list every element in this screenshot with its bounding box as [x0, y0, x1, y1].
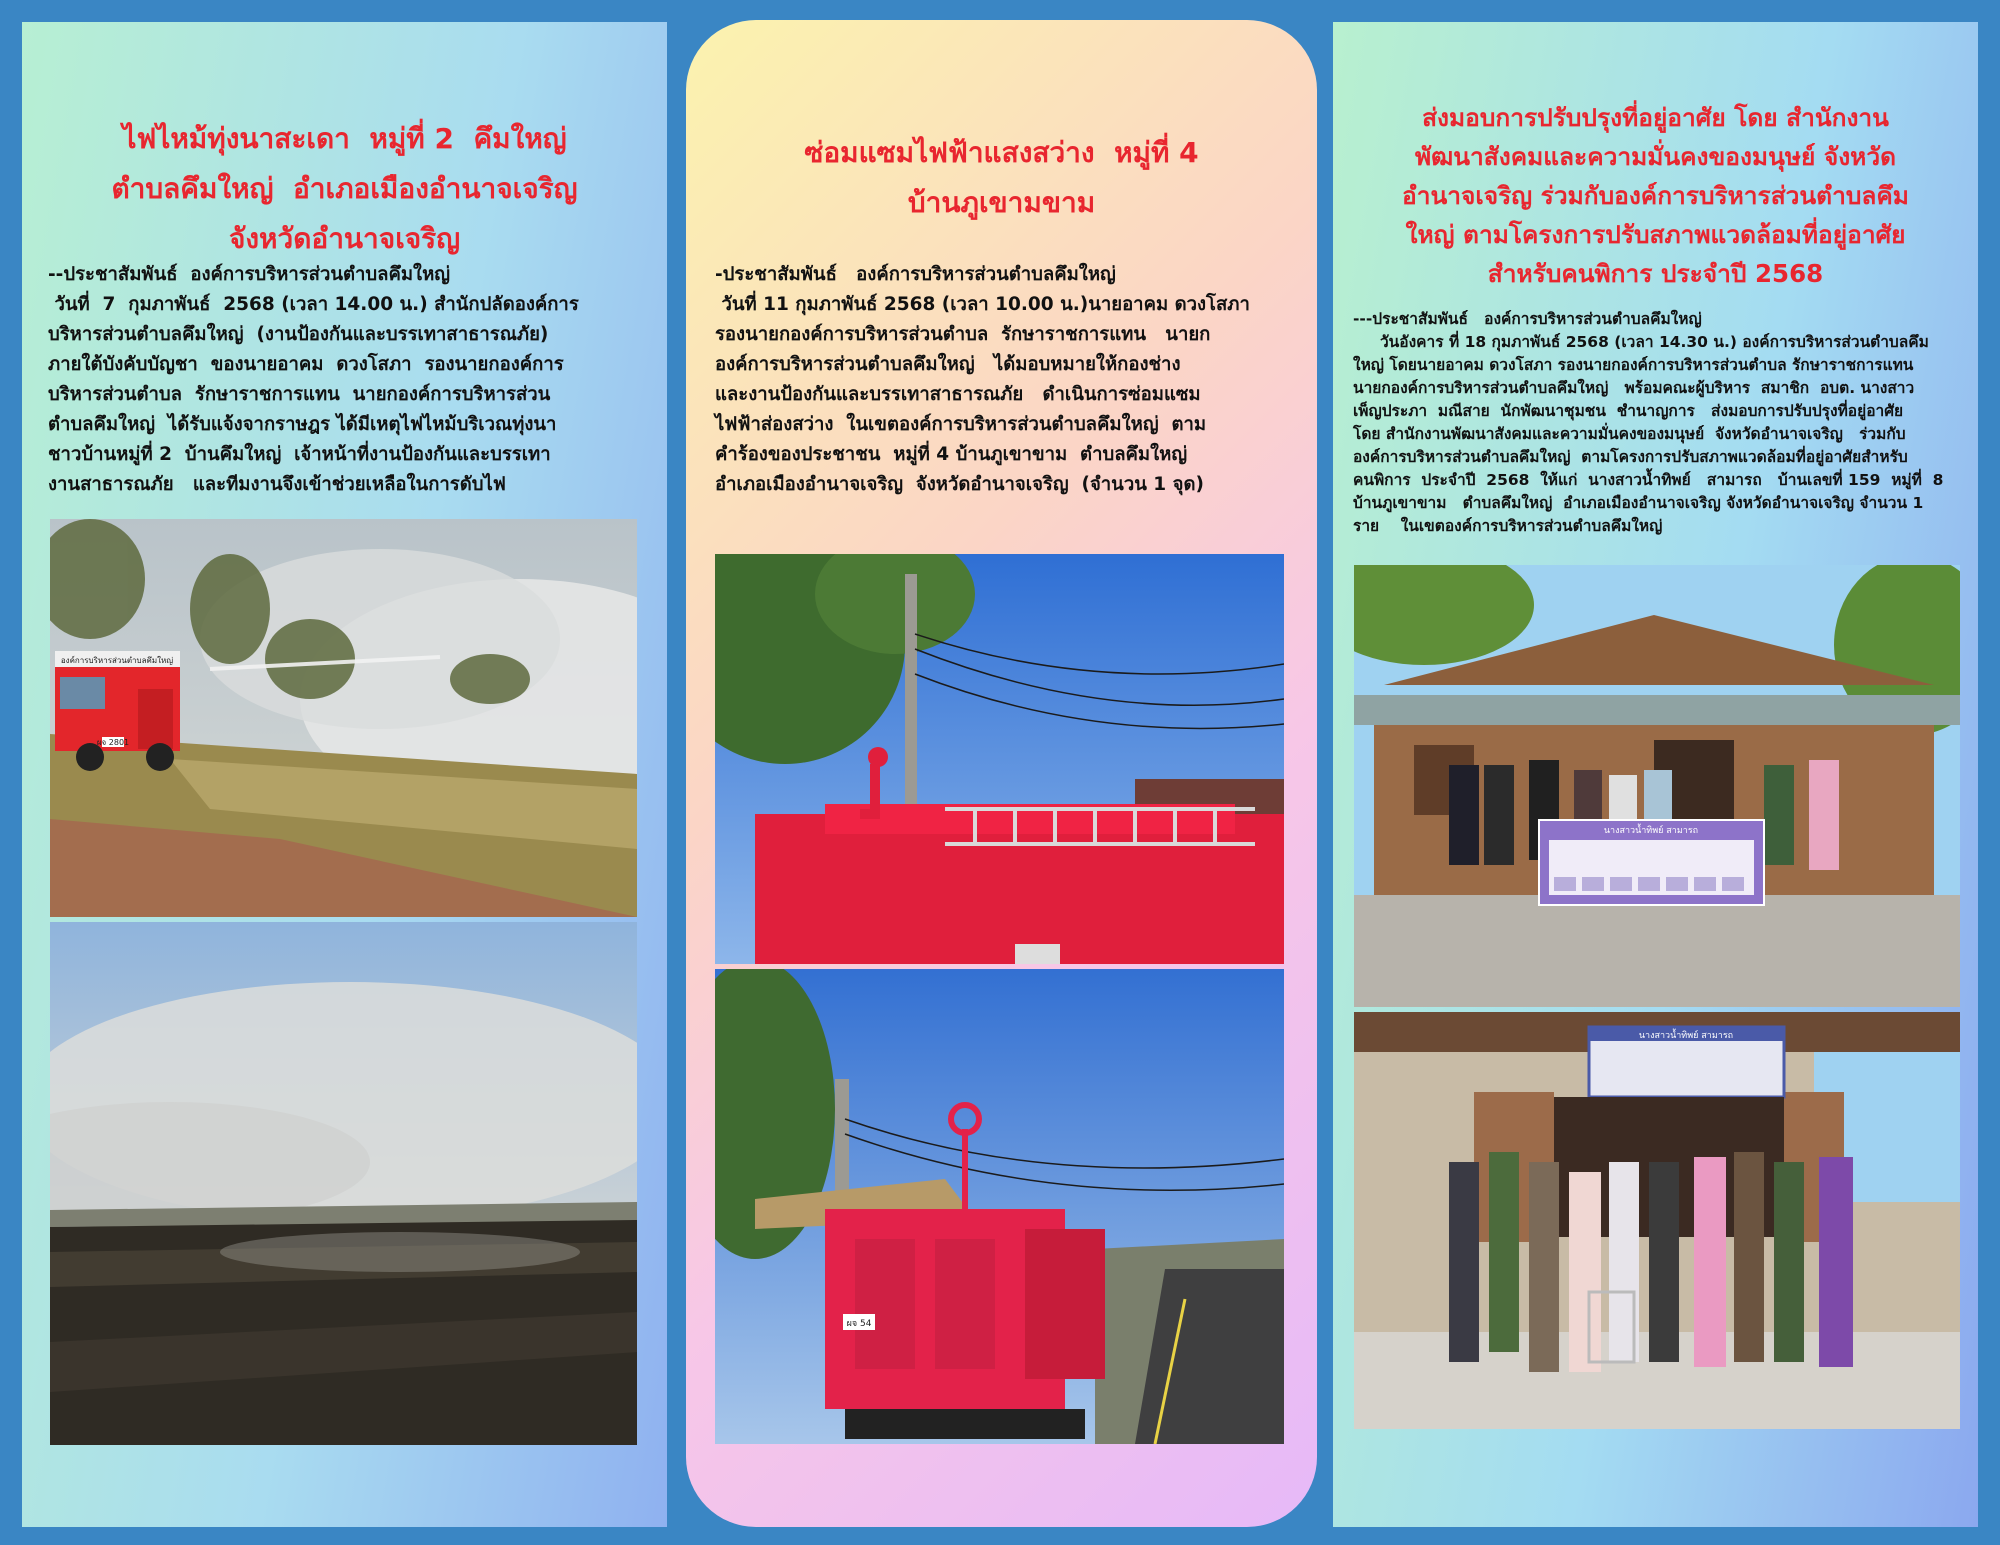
middle-title: ซ่อมแซมไฟฟ้าแสงสว่าง หมู่ที่ 4 บ้านภูเขามขาม — [804, 136, 1199, 219]
banner-name-top: นางสาวน้ำทิพย์ สามารถ — [1603, 826, 1699, 836]
fire-truck-rear-photo — [715, 969, 1284, 1444]
truck-rear-plate-label: ผจ 54 — [846, 1319, 872, 1329]
right-body-text: ---ประชาสัมพันธ์ องค์การบริหารส่วนตำบลคึมใหญ่ วันอังคาร ที่ 18 กุมภาพันธ์ 2568 (เวลา 14.30 น.) องค์การบริหารส่วนตำบลคึม ใหญ่ โดยนายอาคม ดวงโสภา รองนายกองค์การบริหารส่วนตำบล รักษาราชการแทน นายกองค์การบริหารส่วนตำบลคึมใหญ่ พร้อมคณะผู้บริหาร สมาชิก อบต. นางสาว เพ็ญประภา มณีสาย นักพัฒนาชุมชน ชำนาญการ ส่งมอบการปรับปรุงที่อยู่อาศัย โดย สำนักงานพัฒนาสังคมและความมั่นคงของมนุษย์ จังหวัดอำนาจเจริญ ร่วมกับ องค์การบริหารส่วนตำบลคึมใหญ่ ตามโครงการปรับสภาพแวดล้อมที่อยู่อาศัยสำหรับ คนพิการ ประจำปี 2568 ให้แก่ นางสาวน้ำทิพย์ สามารถ บ้านเลขที่ 159 หมู่ที่ 8 บ้านภูเขาขาม ตำบลคึมใหญ่ อำเภอเมืองอำนาจเจริญ จังหวัดอำนาจเจริญ จำนวน 1 ราย ในเขตองค์การบริหารส่วนตำบลคึมใหญ่ — [1353, 310, 1944, 535]
left-body-text: --ประชาสัมพันธ์ องค์การบริหารส่วนตำบลคึมใหญ่ วันที่ 7 กุมภาพันธ์ 2568 (เวลา 14.00 น.) สำนักปลัดองค์การ บริหารส่วนตำบลคึมใหญ่ (งานป้องกันและบรรเทาสาธารณภัย) ภายใต้บังคับบัญชา ของนายอาคม ดวงโสภา รองนายกองค์การ บริหารส่วนตำบล รักษาราชการแทน นายกองค์การบริหารส่วน ตำบลคึมใหญ่ ได้รับแจ้งจากราษฎร ได้มีเหตุไฟไหม้บริเวณทุ่งนา ชาวบ้านหมู่ที่ 2 บ้านคึมใหญ่ เจ้าหน้าที่งานป้องกันและบรรเทา งานสาธารณภัย และทีมงานจึงเข้าช่วยเหลือในการดับไฟ — [48, 264, 579, 495]
middle-body-text: -ประชาสัมพันธ์ องค์การบริหารส่วนตำบลคึมใหญ่ วันที่ 11 กุมภาพันธ์ 2568 (เวลา 10.00 น.)นายอาคม ดวงโสภา รองนายกองค์การบริหารส่วนตำบล รักษาราชการแทน นายก องค์การบริหารส่วนตำบลคึมใหญ่ ได้มอบหมายให้กองช่าง และงานป้องกันและบรรเทาสาธารณภัย ดำเนินการซ่อมแซม ไฟฟ้าส่องสว่าง ในเขตองค์การบริหารส่วนตำบลคึมใหญ่ ตาม คำร้องของประชาชน หมู่ที่ 4 บ้านภูเขาขาม ตำบลคึมใหญ่ อำเภอเมืองอำนาจเจริญ จังหวัดอำนาจเจริญ (จำนวน 1 จุด) — [715, 264, 1250, 495]
left-panel — [22, 22, 667, 1527]
right-title: ส่งมอบการปรับปรุงที่อยู่อาศัย โดย สำนักงาน พัฒนาสังคมและความมั่นคงของมนุษย์ จังหวัด อำนาจเจริญ ร่วมกับองค์การบริหารส่วนตำบลคึม ใหญ่ ตามโครงการปรับสภาพแวดล้อมที่อยู่อาศัย สำหรับคนพิการ ประจำปี 2568 — [1402, 103, 1909, 288]
fire-truck-ladder-photo — [715, 554, 1284, 964]
delivery-group-photo — [1354, 1012, 1960, 1429]
truck-plate-label: ผจ 2801 — [96, 738, 130, 747]
house-handover-group-photo — [1354, 565, 1960, 1007]
banner-name-door: นางสาวน้ำทิพย์ สามารถ — [1638, 1031, 1734, 1041]
right-panel — [1333, 22, 1978, 1527]
middle-panel — [686, 20, 1317, 1527]
fire-truck-spraying-photo — [50, 519, 637, 917]
left-title: ไฟไหม้ทุ่งนาสะเดา หมู่ที่ 2 คึมใหญ่ ตำบลคึมใหญ่ อำเภอเมืองอำนาจเจริญ จังหวัดอำนาจเจริญ — [111, 122, 578, 255]
burned-field-photo — [50, 922, 637, 1445]
truck-door-label: องค์การบริหารส่วนตำบลคึมใหญ่ — [60, 656, 174, 665]
